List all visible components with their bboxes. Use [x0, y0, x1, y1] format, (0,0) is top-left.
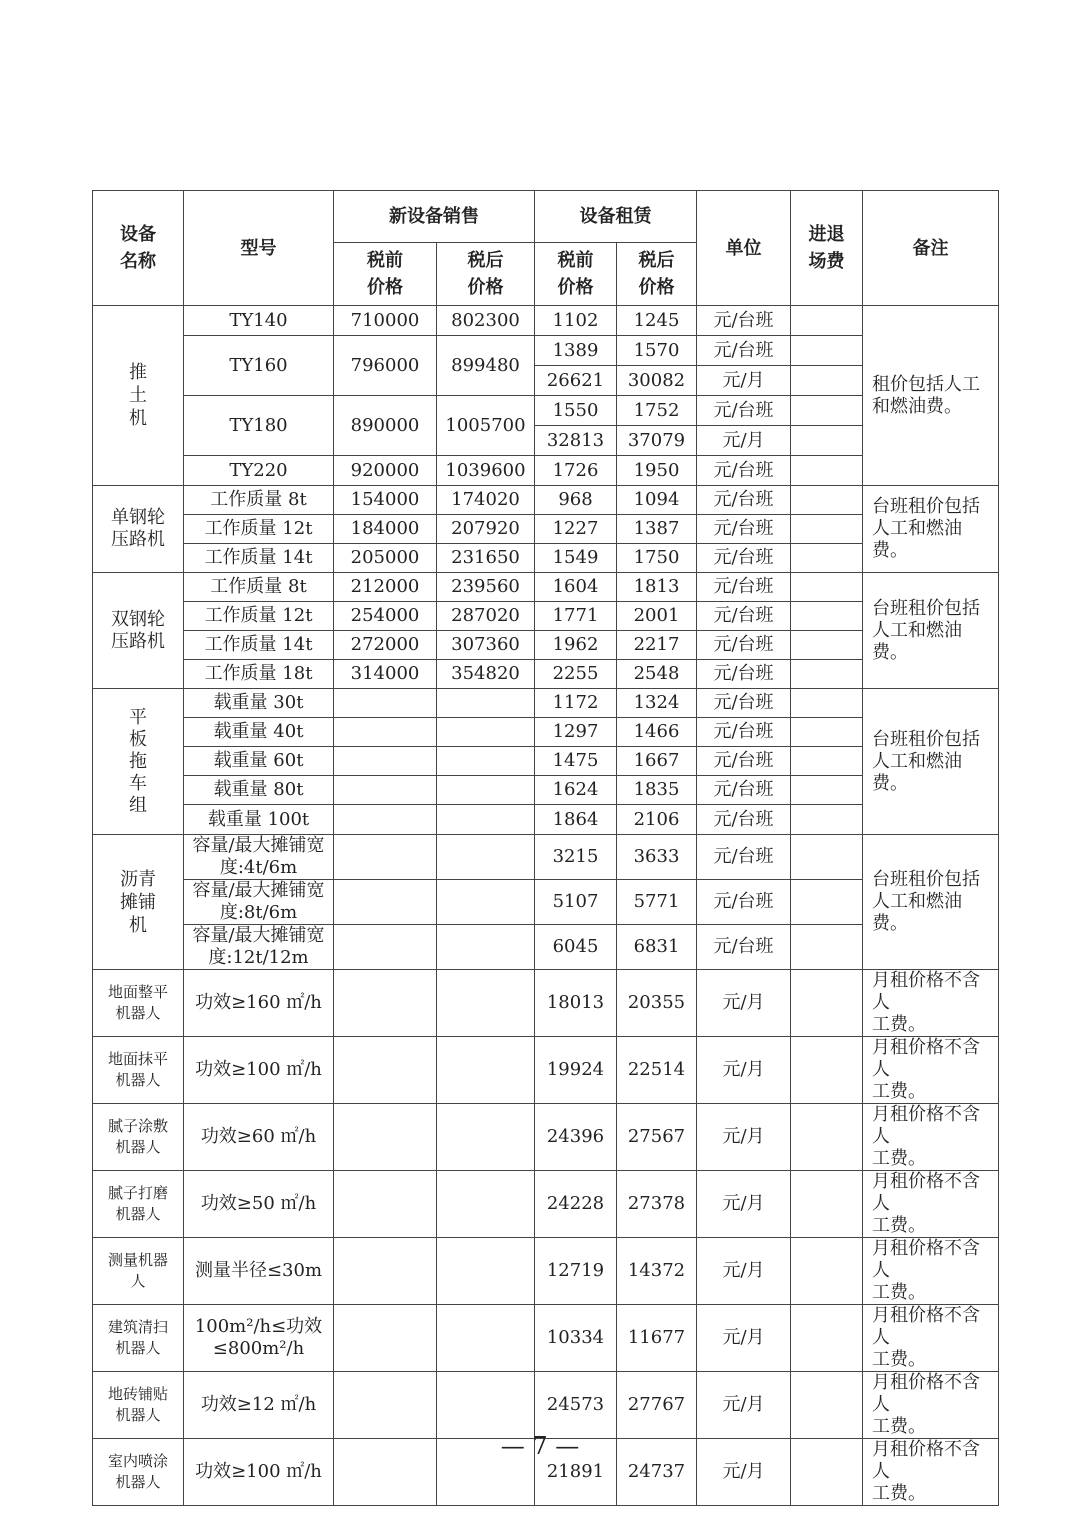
cell-sale-post: [437, 1372, 535, 1439]
cell-entry-fee: [791, 776, 863, 805]
cell-model: 功效≥12 ㎡/h: [184, 1372, 334, 1439]
header-entry-exit-fee: 进退 场费: [791, 191, 863, 306]
header-remarks: 备注: [863, 191, 999, 306]
cell-rent-pre: 24228: [535, 1171, 617, 1238]
cell-sale-pre: [334, 689, 437, 718]
cell-entry-fee: [791, 515, 863, 544]
cell-model: 载重量 30t: [184, 689, 334, 718]
robot-note: 月租价格不含人 工费。: [863, 1372, 999, 1439]
cell-unit: 元/月: [697, 1305, 791, 1372]
table-row: [93, 573, 999, 602]
table-row: [93, 1037, 999, 1104]
cell-sale-post: [437, 689, 535, 718]
robot-note: 月租价格不含人 工费。: [863, 1037, 999, 1104]
header-model: 型号: [184, 191, 334, 306]
cell-unit: 元/月: [697, 366, 791, 396]
cell-model: 工作质量 8t: [184, 573, 334, 602]
cell-rent-pre: 968: [535, 486, 617, 515]
cell-entry-fee: [791, 573, 863, 602]
cell-rent-pre: 1549: [535, 544, 617, 573]
cell-sale-pre: 154000: [334, 486, 437, 515]
header-rent-pre-tax: 税前 价格: [535, 243, 617, 306]
cell-unit: 元/台班: [697, 718, 791, 747]
cell-sale-post: 239560: [437, 573, 535, 602]
cell-rent-post: 1813: [617, 573, 697, 602]
cell-entry-fee: [791, 396, 863, 426]
group-note-single-drum-roller: 台班租价包括人工和燃油费。: [863, 486, 999, 573]
cell-unit: 元/台班: [697, 747, 791, 776]
cell-unit: 元/台班: [697, 631, 791, 660]
cell-entry-fee: [791, 1171, 863, 1238]
cell-rent-post: 3633: [617, 835, 697, 880]
cell-rent-pre: 1475: [535, 747, 617, 776]
cell-model: 工作质量 14t: [184, 631, 334, 660]
cell-model: TY220: [184, 456, 334, 486]
cell-sale-pre: [334, 1171, 437, 1238]
cell-sale-post: [437, 776, 535, 805]
cell-entry-fee: [791, 1372, 863, 1439]
header-rent-post-tax: 税后 价格: [617, 243, 697, 306]
cell-rent-pre: 1726: [535, 456, 617, 486]
cell-model: 工作质量 12t: [184, 602, 334, 631]
cell-rent-post: 1667: [617, 747, 697, 776]
cell-sale-pre: [334, 776, 437, 805]
cell-unit: 元/台班: [697, 515, 791, 544]
cell-entry-fee: [791, 925, 863, 970]
cell-rent-post: 27378: [617, 1171, 697, 1238]
cell-rent-pre: 1297: [535, 718, 617, 747]
cell-rent-pre: 1771: [535, 602, 617, 631]
cell-rent-pre: 1172: [535, 689, 617, 718]
cell-entry-fee: [791, 631, 863, 660]
header-equipment-name: 设备 名称: [93, 191, 184, 306]
cell-rent-post: 11677: [617, 1305, 697, 1372]
robot-note: 月租价格不含人 工费。: [863, 1439, 999, 1506]
table-row: [93, 689, 999, 718]
cell-sale-post: 802300: [437, 306, 535, 336]
cell-rent-post: 1466: [617, 718, 697, 747]
cell-unit: 元/月: [697, 1037, 791, 1104]
cell-rent-post: 20355: [617, 970, 697, 1037]
cell-rent-pre: 1624: [535, 776, 617, 805]
cell-unit: 元/台班: [697, 925, 791, 970]
cell-model: TY180: [184, 396, 334, 456]
cell-entry-fee: [791, 970, 863, 1037]
cell-rent-pre: 1389: [535, 336, 617, 366]
cell-sale-pre: 314000: [334, 660, 437, 689]
cell-unit: 元/台班: [697, 689, 791, 718]
cell-sale-post: 307360: [437, 631, 535, 660]
cell-rent-post: 2217: [617, 631, 697, 660]
cell-rent-post: 1570: [617, 336, 697, 366]
cell-sale-pre: [334, 835, 437, 880]
cell-rent-pre: 1962: [535, 631, 617, 660]
cell-sale-pre: 890000: [334, 396, 437, 456]
cell-rent-pre: 26621: [535, 366, 617, 396]
cell-sale-pre: [334, 1372, 437, 1439]
cell-entry-fee: [791, 805, 863, 835]
cell-entry-fee: [791, 426, 863, 456]
cell-entry-fee: [791, 1037, 863, 1104]
cell-unit: 元/台班: [697, 456, 791, 486]
cell-unit: 元/台班: [697, 835, 791, 880]
cell-sale-pre: [334, 805, 437, 835]
cell-unit: 元/月: [697, 1171, 791, 1238]
cell-rent-post: 1324: [617, 689, 697, 718]
table-row: [93, 306, 999, 336]
cell-entry-fee: [791, 486, 863, 515]
table-row: [93, 1238, 999, 1305]
cell-sale-post: [437, 1037, 535, 1104]
cell-rent-post: 27567: [617, 1104, 697, 1171]
cell-unit: 元/台班: [697, 396, 791, 426]
cell-rent-pre: 3215: [535, 835, 617, 880]
cell-sale-pre: [334, 925, 437, 970]
cell-unit: 元/台班: [697, 805, 791, 835]
cell-rent-post: 1835: [617, 776, 697, 805]
cell-unit: 元/月: [697, 426, 791, 456]
cell-rent-pre: 1864: [535, 805, 617, 835]
cell-sale-post: [437, 925, 535, 970]
group-name-flatbed-trailer: 平 板 拖 车 组: [93, 689, 184, 835]
cell-rent-pre: 6045: [535, 925, 617, 970]
cell-rent-pre: 24573: [535, 1372, 617, 1439]
cell-model: 容量/最大摊铺宽 度:8t/6m: [184, 880, 334, 925]
cell-sale-pre: 272000: [334, 631, 437, 660]
cell-rent-pre: 18013: [535, 970, 617, 1037]
cell-sale-pre: 710000: [334, 306, 437, 336]
robot-name: 腻子打磨 机器人: [93, 1171, 184, 1238]
cell-sale-post: [437, 805, 535, 835]
cell-entry-fee: [791, 1305, 863, 1372]
cell-sale-pre: [334, 747, 437, 776]
cell-entry-fee: [791, 306, 863, 336]
robot-name: 地面抹平 机器人: [93, 1037, 184, 1104]
cell-unit: 元/月: [697, 1439, 791, 1506]
cell-entry-fee: [791, 1104, 863, 1171]
cell-sale-pre: 212000: [334, 573, 437, 602]
cell-model: 功效≥160 ㎡/h: [184, 970, 334, 1037]
cell-model: 功效≥60 ㎡/h: [184, 1104, 334, 1171]
table-row: [93, 486, 999, 515]
cell-model: 100m²/h≤功效≤800m²/h: [184, 1305, 334, 1372]
cell-model: 容量/最大摊铺宽 度:12t/12m: [184, 925, 334, 970]
table-row: [93, 1104, 999, 1171]
cell-sale-post: [437, 1305, 535, 1372]
table-row: [93, 1171, 999, 1238]
cell-sale-post: [437, 718, 535, 747]
robot-note: 月租价格不含人 工费。: [863, 970, 999, 1037]
cell-rent-pre: 5107: [535, 880, 617, 925]
cell-rent-pre: 10334: [535, 1305, 617, 1372]
cell-sale-post: [437, 970, 535, 1037]
cell-entry-fee: [791, 718, 863, 747]
cell-unit: 元/月: [697, 1372, 791, 1439]
cell-unit: 元/台班: [697, 544, 791, 573]
cell-rent-post: 5771: [617, 880, 697, 925]
cell-model: 功效≥100 ㎡/h: [184, 1037, 334, 1104]
table-row: [93, 1372, 999, 1439]
cell-sale-post: [437, 835, 535, 880]
cell-model: 功效≥50 ㎡/h: [184, 1171, 334, 1238]
robot-name: 地面整平 机器人: [93, 970, 184, 1037]
header-new-sales: 新设备销售: [334, 191, 535, 243]
cell-entry-fee: [791, 602, 863, 631]
group-name-double-drum-roller: 双钢轮 压路机: [93, 573, 184, 689]
cell-rent-pre: 1227: [535, 515, 617, 544]
cell-rent-post: 2548: [617, 660, 697, 689]
robot-note: 月租价格不含人 工费。: [863, 1104, 999, 1171]
cell-sale-pre: 920000: [334, 456, 437, 486]
cell-sale-pre: [334, 970, 437, 1037]
cell-sale-post: 354820: [437, 660, 535, 689]
cell-model: 载重量 100t: [184, 805, 334, 835]
header-unit: 单位: [697, 191, 791, 306]
cell-sale-post: [437, 747, 535, 776]
cell-rent-post: 1387: [617, 515, 697, 544]
cell-sale-post: 207920: [437, 515, 535, 544]
cell-sale-post: [437, 1104, 535, 1171]
cell-rent-post: 1950: [617, 456, 697, 486]
cell-unit: 元/台班: [697, 306, 791, 336]
table-row: [93, 970, 999, 1037]
cell-rent-pre: 21891: [535, 1439, 617, 1506]
cell-entry-fee: [791, 456, 863, 486]
cell-unit: 元/台班: [697, 602, 791, 631]
page-number: — 7 —: [500, 1432, 580, 1460]
group-note-bulldozer: 租价包括人工和燃油费。: [863, 306, 999, 486]
robot-name: 测量机器 人: [93, 1238, 184, 1305]
cell-entry-fee: [791, 1238, 863, 1305]
cell-rent-pre: 12719: [535, 1238, 617, 1305]
group-name-bulldozer: 推 土 机: [93, 306, 184, 486]
cell-sale-post: 1005700: [437, 396, 535, 456]
robot-name: 地砖铺贴 机器人: [93, 1372, 184, 1439]
robot-note: 月租价格不含人 工费。: [863, 1305, 999, 1372]
cell-sale-post: [437, 1238, 535, 1305]
cell-unit: 元/台班: [697, 336, 791, 366]
cell-sale-pre: 184000: [334, 515, 437, 544]
cell-rent-post: 1752: [617, 396, 697, 426]
cell-unit: 元/月: [697, 970, 791, 1037]
cell-entry-fee: [791, 747, 863, 776]
cell-entry-fee: [791, 660, 863, 689]
cell-model: 载重量 60t: [184, 747, 334, 776]
cell-unit: 元/台班: [697, 776, 791, 805]
cell-sale-pre: [334, 718, 437, 747]
cell-rent-pre: 19924: [535, 1037, 617, 1104]
cell-model: 容量/最大摊铺宽 度:4t/6m: [184, 835, 334, 880]
robot-name: 建筑清扫 机器人: [93, 1305, 184, 1372]
cell-model: 载重量 80t: [184, 776, 334, 805]
cell-rent-post: 6831: [617, 925, 697, 970]
cell-rent-post: 30082: [617, 366, 697, 396]
cell-entry-fee: [791, 544, 863, 573]
cell-unit: 元/台班: [697, 573, 791, 602]
cell-sale-post: 1039600: [437, 456, 535, 486]
cell-model: 工作质量 12t: [184, 515, 334, 544]
cell-entry-fee: [791, 689, 863, 718]
cell-rent-post: 1245: [617, 306, 697, 336]
cell-model: 工作质量 14t: [184, 544, 334, 573]
cell-rent-post: 14372: [617, 1238, 697, 1305]
cell-rent-pre: 1604: [535, 573, 617, 602]
cell-rent-post: 37079: [617, 426, 697, 456]
cell-rent-post: 1750: [617, 544, 697, 573]
cell-sale-post: [437, 880, 535, 925]
cell-entry-fee: [791, 336, 863, 366]
header-sale-post-tax: 税后 价格: [437, 243, 535, 306]
cell-sale-pre: [334, 1037, 437, 1104]
header-sale-pre-tax: 税前 价格: [334, 243, 437, 306]
robot-note: 月租价格不含人 工费。: [863, 1238, 999, 1305]
cell-rent-post: 1094: [617, 486, 697, 515]
cell-entry-fee: [791, 366, 863, 396]
cell-unit: 元/台班: [697, 660, 791, 689]
cell-model: 载重量 40t: [184, 718, 334, 747]
group-name-asphalt-paver: 沥青 摊铺 机: [93, 835, 184, 970]
cell-sale-post: 174020: [437, 486, 535, 515]
cell-model: 工作质量 18t: [184, 660, 334, 689]
cell-sale-pre: [334, 1238, 437, 1305]
group-name-single-drum-roller: 单钢轮 压路机: [93, 486, 184, 573]
cell-unit: 元/月: [697, 1238, 791, 1305]
cell-sale-pre: [334, 1104, 437, 1171]
group-note-asphalt-paver: 台班租价包括人工和燃油费。: [863, 835, 999, 970]
cell-rent-post: 24737: [617, 1439, 697, 1506]
cell-sale-pre: [334, 1305, 437, 1372]
cell-rent-post: 2106: [617, 805, 697, 835]
cell-rent-post: 22514: [617, 1037, 697, 1104]
header-rental: 设备租赁: [535, 191, 697, 243]
equipment-price-table: [92, 190, 999, 1506]
cell-sale-pre: 796000: [334, 336, 437, 396]
cell-entry-fee: [791, 835, 863, 880]
cell-rent-pre: 1102: [535, 306, 617, 336]
cell-sale-pre: 205000: [334, 544, 437, 573]
table-row: [93, 1305, 999, 1372]
table-row: [93, 835, 999, 880]
cell-rent-pre: 24396: [535, 1104, 617, 1171]
robot-name: 腻子涂敷 机器人: [93, 1104, 184, 1171]
cell-sale-post: [437, 1171, 535, 1238]
cell-sale-post: 899480: [437, 336, 535, 396]
cell-rent-post: 27767: [617, 1372, 697, 1439]
cell-rent-pre: 1550: [535, 396, 617, 426]
robot-note: 月租价格不含人 工费。: [863, 1171, 999, 1238]
group-note-double-drum-roller: 台班租价包括人工和燃油费。: [863, 573, 999, 689]
cell-model: TY160: [184, 336, 334, 396]
cell-unit: 元/台班: [697, 880, 791, 925]
cell-rent-post: 2001: [617, 602, 697, 631]
cell-model: TY140: [184, 306, 334, 336]
cell-rent-pre: 2255: [535, 660, 617, 689]
cell-entry-fee: [791, 880, 863, 925]
group-note-flatbed-trailer: 台班租价包括人工和燃油费。: [863, 689, 999, 835]
cell-unit: 元/台班: [697, 486, 791, 515]
robot-name: 室内喷涂 机器人: [93, 1439, 184, 1506]
cell-model: 功效≥100 ㎡/h: [184, 1439, 334, 1506]
cell-sale-post: 231650: [437, 544, 535, 573]
cell-rent-pre: 32813: [535, 426, 617, 456]
cell-unit: 元/月: [697, 1104, 791, 1171]
cell-model: 测量半径≤30m: [184, 1238, 334, 1305]
cell-sale-post: 287020: [437, 602, 535, 631]
cell-sale-pre: [334, 880, 437, 925]
cell-sale-pre: 254000: [334, 602, 437, 631]
cell-model: 工作质量 8t: [184, 486, 334, 515]
